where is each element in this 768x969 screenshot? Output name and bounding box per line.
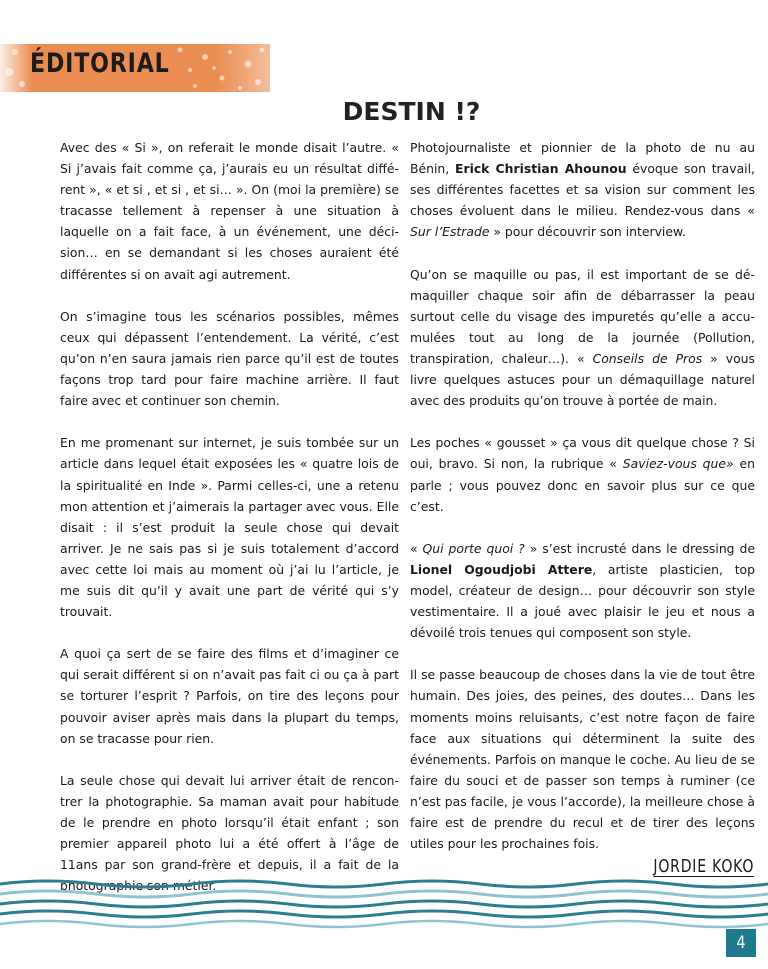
text-run: Qu’on se maquille ou pas, il est important de se démaquiller chaque soir afin de débarrasser la peau surtout celle du visage des impuretés qu’elle a accumulées tout au long de la journée (Pollution, transpiration, chaleur…). « <box>410 266 755 366</box>
person-name: Lionel Ogoudjobi Attere <box>410 561 593 577</box>
text-run: Les poches « gousset » ça vous dit quelque chose ? Si oui, bravo. Si non, la rubrique « <box>410 435 755 472</box>
page-number-box <box>726 929 756 957</box>
text-run: » vous livre quelques astuces pour un démaquillage naturel avec des produits qu’on trouve à portée de main. <box>410 350 755 409</box>
wave-line <box>0 881 768 887</box>
paragraph: Avec des « Si », on referait le monde disait l’autre. « Si j’avais fait comme ça, j’aurais eu un résultat différent », « et si , et si , et si… ». On (moi la première) se tracasse tellement à repenser à une situation à laquelle on a fait face, à un événement, une décision… en se demandant si les choses auraient été différentes si on avait agi autrement. <box>60 140 399 282</box>
right-column <box>410 137 755 875</box>
text-run: » s’est incrusté dans le dressing de <box>524 540 755 556</box>
paragraph: A quoi ça sert de se faire des films et d’imaginer ce qui serait différent si on n’avait pas fait ci ou ça à part se torturer l’esprit ? Parfois, on tire des leçons pour pouvoir aviser après mais dans la plupart du temps, on se tracasse pour rien. <box>60 646 399 746</box>
page-title: DESTIN !? <box>342 97 481 126</box>
rubric-name: Sur l’Estrade <box>410 224 490 240</box>
section-label: ÉDITORIAL <box>30 48 170 79</box>
paragraph <box>410 538 755 643</box>
person-name: Erick Christian Ahounou <box>455 161 627 177</box>
paragraph <box>410 432 755 516</box>
wave-line <box>0 921 768 927</box>
paragraph <box>410 137 755 242</box>
paragraph: En me promenant sur internet, je suis tombée sur un article dans lequel était exposées les « quatre lois de la spiritualité en Inde ». Parmi celles-ci, une a retenu mon attention et j’aimerais la partager avec vous. Elle disait : il s’est produit la seule chose qui devait arriver. Je ne sais pas si je suis totalement d’accord avec cette loi mais au moment où j’ai lu l’article, je me suis dit qu’il y avait une part de vérité qui s’y trouvait. <box>60 435 399 620</box>
rubric-name: Saviez-vous que» <box>622 456 734 472</box>
paragraph <box>410 264 755 412</box>
text-run: évoque son travail, ses différentes facettes et sa vision sur comment les choses évoluent dans le milieu. Rendez-vous dans « <box>410 161 755 219</box>
rubric-name: Qui porte quoi ? <box>422 540 525 556</box>
wave-line <box>0 911 768 917</box>
paragraph: Il se passe beaucoup de choses dans la vie de tout être humain. Des joies, des peines, des doutes… Dans les moments moins reluisants, c’est notre façon de faire face aux situations qui déterminent la suite des événements. Parfois on manque le coche. Au lieu de se faire du souci et de passer son temps à ruminer (ce n’est pas facile, je vous l’accorde), la meilleure chose à faire est de prendre du recul et de tirer des leçons utiles pour les prochaines fois. <box>410 667 755 852</box>
rubric-name: Conseils de Pros <box>592 350 703 366</box>
text-run: , artiste plasticien, top model, créateur de design… pour découvrir son style vestimentaire. Il a joué avec plaisir le jeu et nous a dévoilé trois tenues qui composent son style. <box>410 561 756 641</box>
wave-decoration <box>0 876 768 936</box>
wave-line <box>0 901 768 907</box>
text-run: « <box>410 540 423 556</box>
author-signature: JORDIE KOKO <box>653 856 754 877</box>
paragraph: La seule chose qui devait lui arriver était de rencontrer la photographie. Sa maman avait pour habitude de le prendre en photo lorsqu’il était enfant ; son premier appareil photo lui a été offert à l’âge de 11ans par son grand-frère et depuis, il a fait de la photographie son métier. <box>60 772 399 894</box>
text-run: Photojournaliste et pionnier de la photo de nu au Bénin, <box>410 140 755 177</box>
text-run: » pour découvrir son interview. <box>489 224 686 240</box>
left-column <box>60 137 399 917</box>
paragraph: On s’imagine tous les scénarios possibles, mêmes ceux qui dépassent l’entendement. La vérité, c’est qu’on n’en saura jamais rien parce qu’il est de toutes façons trop tard pour faire machine arrière. Il faut faire avec et continuer son chemin. <box>60 308 399 409</box>
page-number: 4 <box>736 933 746 953</box>
text-run: en parle ; vous pouvez donc en savoir plus sur ce que c’est. <box>410 456 755 514</box>
wave-line <box>0 891 768 897</box>
